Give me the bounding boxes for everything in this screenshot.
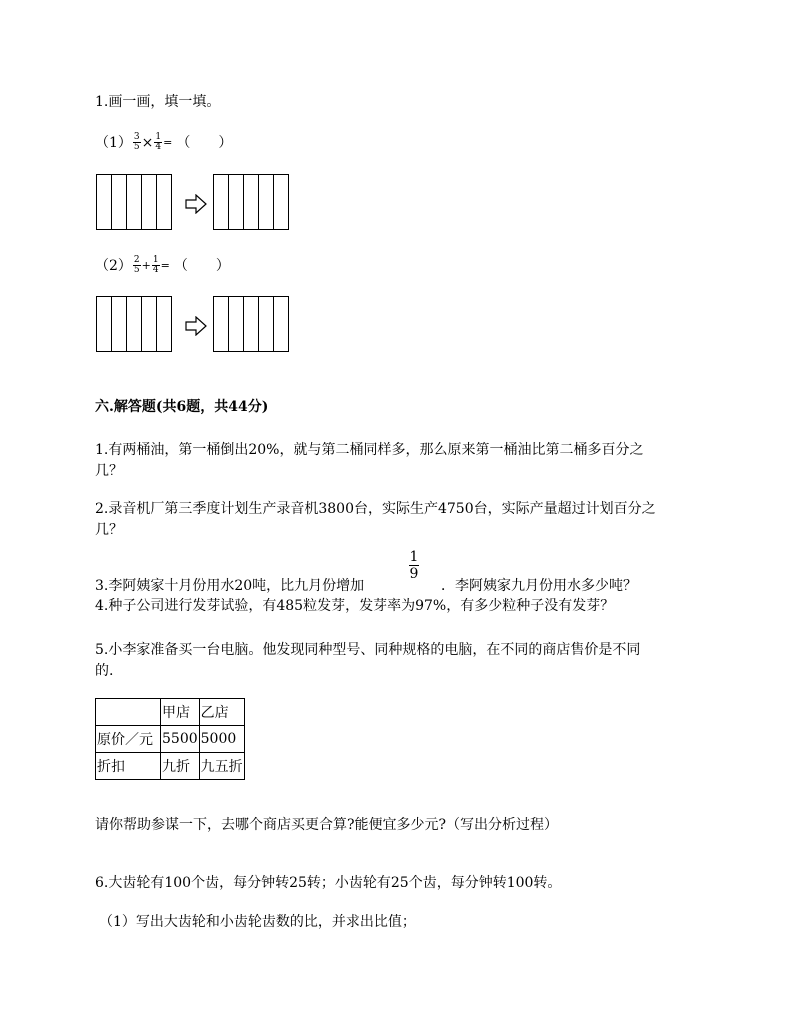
q1-part1-label: （1） <box>95 134 132 151</box>
problem-6: 6.大齿轮有100个齿，每分钟转25转；小齿轮有25个齿，每分钟转100转。 <box>95 875 562 891</box>
problem-4: 4.种子公司进行发芽试验，有485粒发芽，发芽率为97%，有多少粒种子没有发芽？ <box>95 598 615 614</box>
q1-part2-expression <box>95 256 230 275</box>
answer-blank: （ ） <box>176 134 233 151</box>
fraction-box-right-2 <box>213 296 289 352</box>
fraction: $\frac{1}{4}$ <box>155 132 162 152</box>
equals: = <box>163 135 173 149</box>
right-arrow-outline-icon <box>185 194 207 214</box>
table-row <box>96 753 245 780</box>
problem-5-question: 请你帮助参谋一下，去哪个商店买更合算?能便宜多少元?（写出分析过程） <box>95 817 559 833</box>
operator: × <box>141 134 154 151</box>
table-header-store-b: 乙店 <box>199 699 244 726</box>
fraction: $\frac{3}{5}$ <box>133 132 140 152</box>
equals: = <box>160 258 170 272</box>
table-cell: 原价／元 <box>96 726 161 753</box>
table-cell: 5000 <box>199 726 244 753</box>
table-header-store-a: 甲店 <box>161 699 200 726</box>
table-cell: 九折 <box>161 753 200 780</box>
fraction-numerator: 1 <box>409 549 419 565</box>
table-cell: 5500 <box>161 726 200 753</box>
fraction-box-right-1 <box>213 174 289 230</box>
problem-3-fraction <box>406 550 422 581</box>
table-row <box>96 699 245 726</box>
problem-6-sub-1: （1）写出大齿轮和小齿轮齿数的比，并求出比值； <box>99 914 416 930</box>
table-cell: 九五折 <box>199 753 244 780</box>
problem-3-text-after: ．李阿姨家九月份用水多少吨？ <box>441 578 637 594</box>
fraction: $\frac{1}{4}$ <box>152 255 159 275</box>
right-arrow-outline-icon <box>185 316 207 336</box>
problem-1-line-1: 1.有两桶油，第一桶倒出20%，就与第二桶同样多，那么原来第一桶油比第二桶多百分之 <box>95 442 644 458</box>
fraction-box-left-1 <box>96 174 172 230</box>
fraction-denominator: 9 <box>409 566 419 582</box>
problem-2-line-1: 2.录音机厂第三季度计划生产录音机3800台，实际生产4750台，实际产量超过计划百分之 <box>95 501 656 517</box>
problem-5-line-2: 的. <box>95 663 114 679</box>
section-title: 六.解答题(共6题，共44分) <box>95 399 269 415</box>
answer-blank: （ ） <box>173 257 230 274</box>
q1-part1-expression <box>95 133 232 152</box>
problem-2-line-2: 几？ <box>95 522 123 538</box>
q1-part2-label: （2） <box>95 257 132 274</box>
problem-3-text-before: 3.李阿姨家十月份用水20吨，比九月份增加 <box>95 578 365 594</box>
table-cell: 折扣 <box>96 753 161 780</box>
price-table <box>95 698 245 780</box>
problem-1-line-2: 几？ <box>95 463 123 479</box>
problem-5-line-1: 5.小李家准备买一台电脑。他发现同种型号、同种规格的电脑，在不同的商店售价是不同 <box>95 642 641 658</box>
table-row <box>96 726 245 753</box>
operator: + <box>141 258 151 272</box>
q1-title: 1.画一画，填一填。 <box>95 94 221 110</box>
fraction-box-left-2 <box>96 296 172 352</box>
fraction: $\frac{2}{5}$ <box>133 255 140 275</box>
table-cell <box>96 699 161 726</box>
